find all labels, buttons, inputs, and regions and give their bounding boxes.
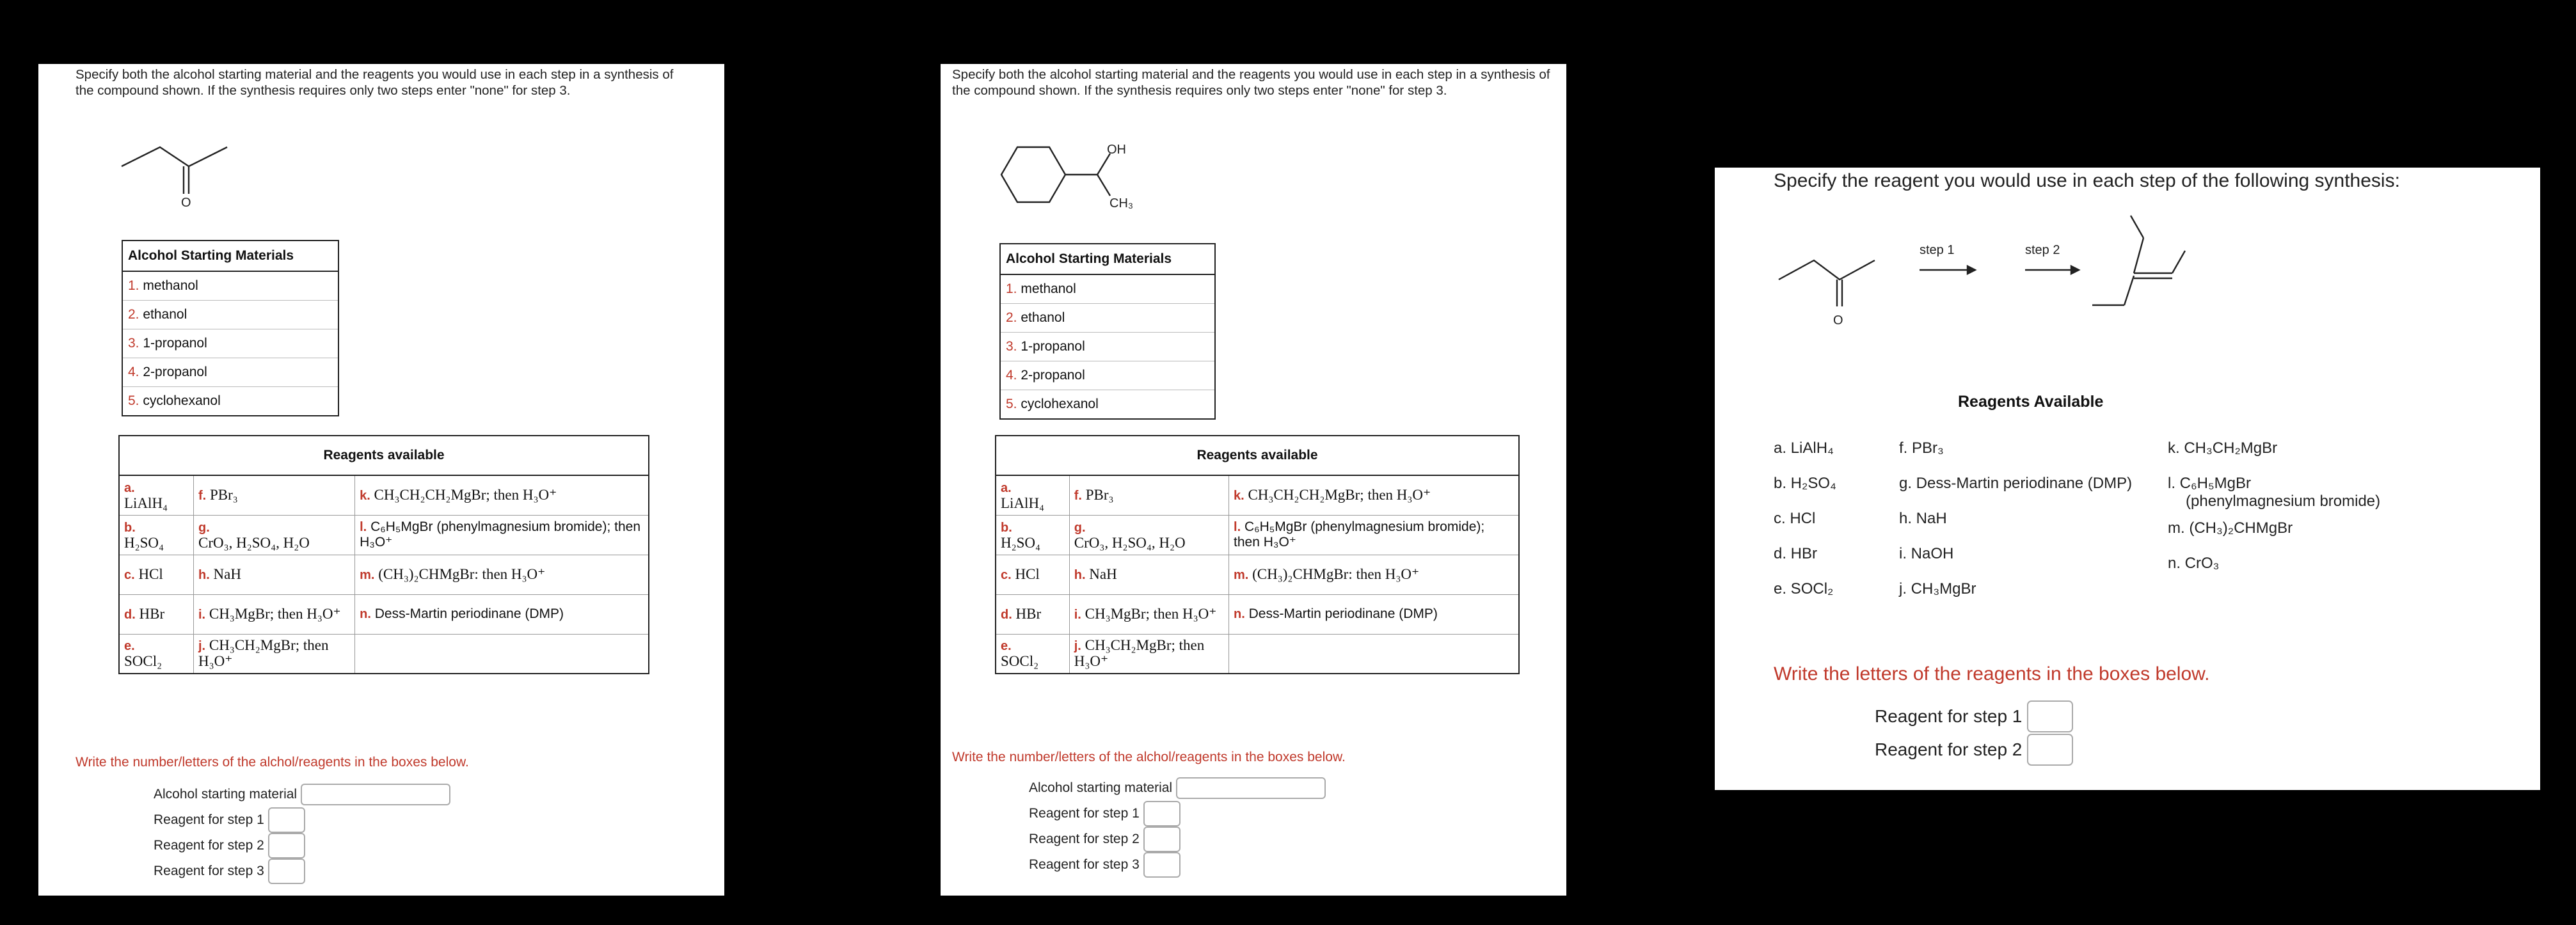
- list-item: 5. cyclohexanol: [122, 387, 338, 416]
- step2-input[interactable]: [268, 833, 305, 858]
- table-row: a. LiAlH₄ f. PBr₃ k. CH₃CH₂CH₂MgBr; then H₃O⁺: [996, 475, 1519, 515]
- starting-material-label: Alcohol starting material: [1029, 780, 1173, 795]
- alcohols-header: Alcohol Starting Materials: [1000, 244, 1215, 274]
- reagents-column-3: [2168, 439, 2380, 590]
- step2-label: Reagent for step 2: [1029, 832, 1140, 846]
- step2-arrow-label: step 2: [2025, 243, 2060, 257]
- list-item: 4. 2-propanol: [122, 358, 338, 387]
- instructions: Write the number/letters of the alchol/reagents in the boxes below.: [76, 755, 469, 770]
- step2-label: Reagent for step 2: [1875, 739, 2023, 759]
- target-molecule-ketone: [115, 138, 269, 208]
- list-item: 4. 2-propanol: [1000, 361, 1215, 390]
- table-row: b. H₂SO₄ g. CrO₃, H₂SO₄, H₂O l. C₆H₅MgBr (phenylmagnesium bromide); then H₃O⁺: [119, 515, 649, 555]
- starting-material-label: Alcohol starting material: [154, 787, 298, 802]
- alcohol-materials-table: [122, 240, 339, 416]
- table-row: c. HCl h. NaH m. (CH₃)₂CHMgBr: then H₃O⁺: [996, 555, 1519, 594]
- list-item: 2. ethanol: [1000, 304, 1215, 333]
- question-panel-3: [1715, 168, 2540, 790]
- table-row: d. HBr i. CH₃MgBr; then H₃O⁺ n. Dess-Martin periodinane (DMP): [996, 594, 1519, 634]
- list-item: f. PBr₃: [1899, 439, 1944, 457]
- reagents-column-2: [1899, 439, 2132, 615]
- target-molecule-cyclohexanol: [992, 139, 1145, 216]
- instructions: Write the letters of the reagents in the boxes below.: [1774, 663, 2210, 684]
- reagents-header: Reagents available: [119, 436, 649, 475]
- list-item: e. SOCl₂: [1774, 580, 1834, 597]
- table-row: e. SOCl₂ j. CH₃CH₂MgBr; then H₃O⁺: [119, 634, 649, 674]
- list-item: c. HCl: [1774, 510, 1816, 527]
- list-item: 5. cyclohexanol: [1000, 390, 1215, 420]
- reagents-table: [995, 435, 1520, 674]
- step3-input[interactable]: [268, 858, 305, 884]
- alcohol-materials-table: [999, 243, 1216, 420]
- step1-arrow-label: step 1: [1920, 243, 1955, 257]
- reagents-header: Reagents available: [996, 436, 1519, 475]
- alcohols-header: Alcohol Starting Materials: [122, 241, 338, 271]
- oxygen-label: O: [1833, 313, 1843, 328]
- answer-area: [1029, 775, 1326, 878]
- table-row: e. SOCl₂ j. CH₃CH₂MgBr; then H₃O⁺: [996, 634, 1519, 674]
- step1-label: Reagent for step 1: [1029, 806, 1140, 821]
- instructions: Write the number/letters of the alchol/reagents in the boxes below.: [952, 750, 1346, 764]
- list-item: l. C₆H₅MgBr (phenylmagnesium bromide): [2168, 475, 2381, 510]
- question-panel-2: [941, 64, 1566, 896]
- list-item: g. Dess-Martin periodinane (DMP): [1899, 475, 2133, 492]
- question-text: Specify the reagent you would use in each step of the following synthesis:: [1774, 170, 2400, 191]
- list-item: d. HBr: [1774, 545, 1818, 562]
- table-row: b. H₂SO₄ g. CrO₃, H₂SO₄, H₂O l. C₆H₅MgBr (phenylmagnesium bromide); then H₃O⁺: [996, 515, 1519, 555]
- answer-area: [1875, 700, 2073, 766]
- question-panel-1: [38, 64, 724, 896]
- ch3-label: CH₃: [1109, 196, 1134, 210]
- step1-label: Reagent for step 1: [1875, 706, 2023, 726]
- list-item: 1. methanol: [122, 271, 338, 301]
- list-item: i. NaOH: [1899, 545, 1954, 562]
- list-item: m. (CH₃)₂CHMgBr: [2168, 519, 2293, 537]
- list-item: k. CH₃CH₂MgBr: [2168, 439, 2278, 457]
- list-item: 1. methanol: [1000, 274, 1215, 304]
- step1-input[interactable]: [2027, 700, 2073, 732]
- starting-material-input[interactable]: [1176, 777, 1326, 799]
- step2-label: Reagent for step 2: [154, 838, 264, 853]
- step3-input[interactable]: [1143, 852, 1181, 878]
- step3-label: Reagent for step 3: [154, 864, 264, 878]
- step3-label: Reagent for step 3: [1029, 857, 1140, 872]
- table-row: a. LiAlH₄ f. PBr₃ k. CH₃CH₂CH₂MgBr; then H₃O⁺: [119, 475, 649, 515]
- answer-area: [154, 782, 450, 884]
- reagents-available-header: Reagents Available: [1958, 393, 2104, 411]
- question-text: Specify both the alcohol starting material and the reagents you would use in each step in a synthesis of the compound shown. If the synthesis requires only two steps enter "none" for step 3.: [952, 67, 1550, 98]
- reagents-table: [118, 435, 649, 674]
- list-item: h. NaH: [1899, 510, 1947, 527]
- reagents-column-1: [1774, 439, 1836, 615]
- table-row: c. HCl h. NaH m. (CH₃)₂CHMgBr: then H₃O⁺: [119, 555, 649, 594]
- step2-input[interactable]: [2027, 734, 2073, 766]
- list-item: 3. 1-propanol: [1000, 333, 1215, 361]
- step1-label: Reagent for step 1: [154, 812, 264, 827]
- question-text: Specify both the alcohol starting material and the reagents you would use in each step in a synthesis of the compound shown. If the synthesis requires only two steps enter "none" for step 3.: [76, 67, 674, 98]
- oxygen-label: O: [181, 196, 191, 210]
- step1-input[interactable]: [268, 807, 305, 833]
- list-item: a. LiAlH₄: [1774, 439, 1834, 457]
- synthesis-scheme: [1776, 222, 2415, 350]
- oh-label: OH: [1107, 143, 1126, 157]
- step1-input[interactable]: [1143, 801, 1181, 826]
- list-item: b. H₂SO₄: [1774, 475, 1836, 492]
- list-item: j. CH₃MgBr: [1899, 580, 1976, 597]
- step2-input[interactable]: [1143, 826, 1181, 852]
- list-item: 2. ethanol: [122, 301, 338, 329]
- list-item: 3. 1-propanol: [122, 329, 338, 358]
- starting-material-input[interactable]: [301, 784, 450, 805]
- table-row: d. HBr i. CH₃MgBr; then H₃O⁺ n. Dess-Martin periodinane (DMP): [119, 594, 649, 634]
- list-item: n. CrO₃: [2168, 555, 2220, 572]
